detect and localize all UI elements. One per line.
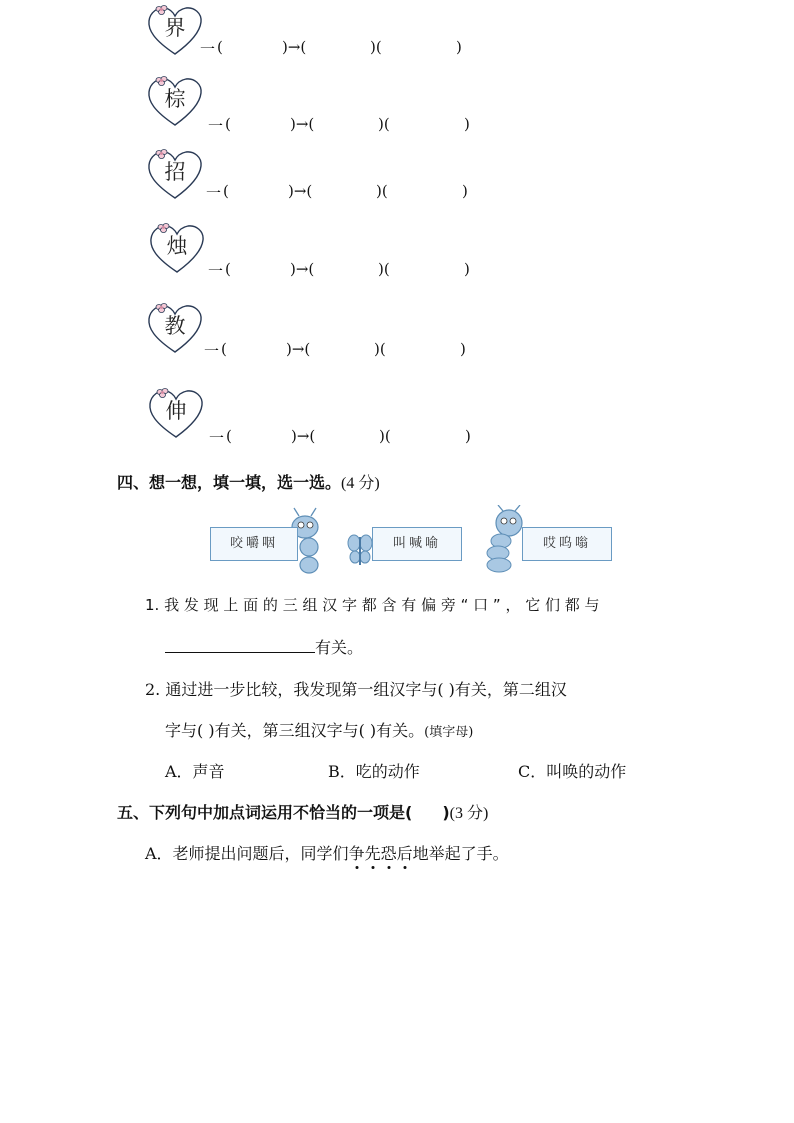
heart-icon <box>146 300 208 358</box>
heart-row <box>0 385 794 455</box>
blank-close: ) <box>460 340 466 358</box>
question-2-line-2-text: 字与( )有关，第三组汉字与( )有关。 <box>165 721 425 740</box>
heart-row <box>0 2 794 72</box>
section-4-title <box>117 470 380 493</box>
heart-character: 招 <box>164 160 186 184</box>
question-1-line-1: 1. 我 发 现 上 面 的 三 组 汉 字 都 含 有 偏 旁 “ 口 ” ， 它 们 都 与 <box>145 596 600 614</box>
blank-mid: )( <box>376 182 388 200</box>
blank-close: ) <box>464 115 470 133</box>
blank-mid: )( <box>379 427 391 445</box>
blank-open: ( <box>221 340 227 358</box>
blank-open: ( <box>223 182 229 200</box>
blank-arrow: )→( <box>286 340 311 358</box>
blank-open: ( <box>225 260 231 278</box>
dash-mark: 一 <box>206 184 222 202</box>
blank-arrow: )→( <box>291 427 316 445</box>
answer-blank[interactable] <box>165 636 315 653</box>
dash-mark: 一 <box>209 429 225 447</box>
blank-mid: )( <box>378 115 390 133</box>
section-4-points: (4 分) <box>341 475 380 492</box>
option-a: A．声音 <box>165 762 225 781</box>
question-2-note: (填字母) <box>424 725 474 740</box>
caterpillar-icon <box>487 505 522 572</box>
heart-icon <box>148 220 210 278</box>
question-1-line-2-text: 有关。 <box>315 638 364 657</box>
radical-group-3: 哎呜嗡 <box>522 527 612 561</box>
blank-arrow: )→( <box>290 260 315 278</box>
heart-icon <box>146 146 208 204</box>
heart-character: 棕 <box>164 87 186 111</box>
section-5-title <box>117 800 488 823</box>
heart-character: 伸 <box>165 399 187 423</box>
dash-mark: 一 <box>200 40 216 58</box>
blank-arrow: )→( <box>288 182 313 200</box>
heart-icon <box>146 73 208 131</box>
radical-group-2: 叫喊喻 <box>372 527 462 561</box>
heart-icon <box>147 385 209 443</box>
blank-mid: )( <box>374 340 386 358</box>
heart-icon <box>146 2 208 60</box>
heart-character: 界 <box>164 16 186 40</box>
blank-open: ( <box>217 38 223 56</box>
blank-open: ( <box>225 115 231 133</box>
blank-close: ) <box>462 182 468 200</box>
blank-mid: )( <box>370 38 382 56</box>
heart-character: 教 <box>164 314 186 338</box>
heart-character: 烛 <box>166 234 188 258</box>
dash-mark: 一 <box>208 117 224 135</box>
blank-mid: )( <box>378 260 390 278</box>
question-2-line-1: 2. 通过进一步比较，我发现第一组汉字与( )有关，第二组汉 <box>145 680 567 699</box>
dash-mark: 一 <box>204 342 220 360</box>
option-b: B．吃的动作 <box>328 762 420 781</box>
section-5-points: (3 分) <box>449 805 489 822</box>
butterfly-icon <box>348 535 372 565</box>
heart-row <box>0 146 794 216</box>
blank-close: ) <box>465 427 471 445</box>
heart-row <box>0 73 794 143</box>
question-2-line-2 <box>165 718 473 741</box>
section-5-title-text: 五、下列句中加点词运用不恰当的一项是( <box>117 803 413 822</box>
blank-arrow: )→( <box>290 115 315 133</box>
section-4-title-text: 四、想一想，填一填，选一选。 <box>117 473 342 492</box>
section-5-title-end: ) <box>442 803 450 822</box>
section-5-option-a <box>145 841 509 864</box>
dotted-char-4: 后 <box>397 841 413 864</box>
option-c: C．叫唤的动作 <box>518 762 627 781</box>
dotted-char-3: 恐 <box>381 841 397 864</box>
heart-row <box>0 220 794 290</box>
option-a-prefix: A．老师提出问题后，同学们 <box>145 844 349 863</box>
radical-group-1: 咬嚼咽 <box>210 527 298 561</box>
dotted-char-1: 争 <box>349 841 365 864</box>
radical-banner <box>206 505 616 577</box>
blank-close: ) <box>456 38 462 56</box>
blank-close: ) <box>464 260 470 278</box>
blank-arrow: )→( <box>282 38 307 56</box>
option-a-suffix: 地举起了手。 <box>412 844 509 863</box>
dotted-char-2: 先 <box>365 841 381 864</box>
question-1-line-2 <box>165 635 363 658</box>
blank-open: ( <box>226 427 232 445</box>
heart-row <box>0 300 794 370</box>
dash-mark: 一 <box>208 262 224 280</box>
